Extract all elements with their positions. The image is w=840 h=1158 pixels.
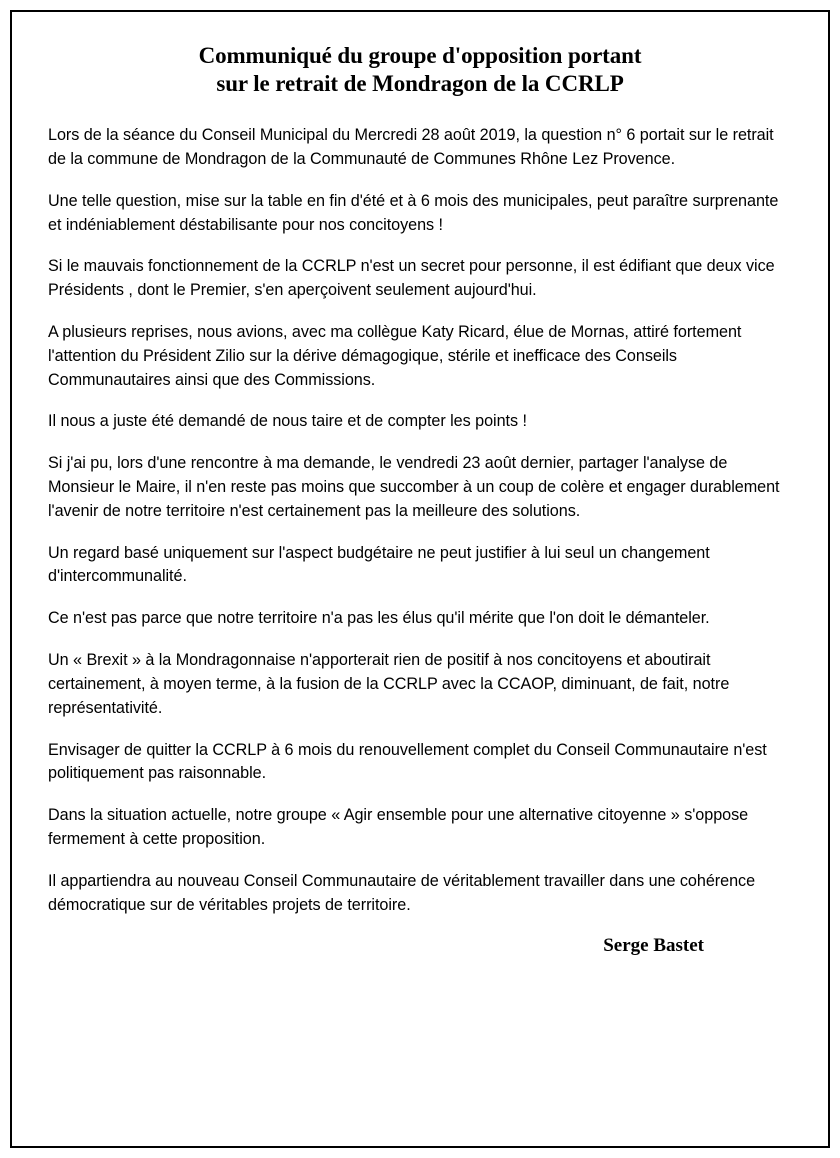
paragraph: Il appartiendra au nouveau Conseil Communautaire de véritablement travailler dans une cohérence démocratique sur de véritables projets de territoire. — [48, 871, 756, 914]
paragraph: Lors de la séance du Conseil Municipal du Mercredi 28 août 2019, la question n° 6 portait sur le retrait de la commune de Mondragon de la Communauté de Communes Rhône Lez Provence. — [48, 126, 774, 168]
page-title-line-1: Communiqué du groupe d'opposition portant — [198, 43, 642, 68]
paragraph: Envisager de quitter la CCRLP à 6 mois du renouvellement complet du Conseil Communautaire n'est politiquement pas raisonnable. — [48, 740, 767, 783]
paragraph: Dans la situation actuelle, notre groupe « Agir ensemble pour une alternative citoyenne » s'oppose fermement à cette proposition. — [48, 806, 749, 848]
paragraph: Il nous a juste été demandé de nous taire et de compter les points ! — [48, 412, 527, 431]
document-body — [48, 124, 792, 917]
page-title — [48, 42, 792, 98]
paragraph: Une telle question, mise sur la table en fin d'été et à 6 mois des municipales, peut paraître surprenante et indéniablement déstabilisante pour nos concitoyens ! — [48, 191, 779, 234]
paragraph: A plusieurs reprises, nous avions, avec ma collègue Katy Ricard, élue de Mornas, attiré fortement l'attention du Président Zilio sur la dérive démagogique, stérile et inefficace des Conseils Communautaires ainsi que des Commissions. — [48, 322, 742, 389]
paragraph: Si j'ai pu, lors d'une rencontre à ma demande, le vendredi 23 août dernier, partager l'analyse de Monsieur le Maire, il n'en reste pas moins que succomber à un coup de colère et engager durablement l'avenir de notre territoire n'est certainement pas la meilleure des solutions. — [48, 454, 780, 520]
signature: Serge Bastet — [603, 935, 704, 957]
paragraph: Si le mauvais fonctionnement de la CCRLP n'est un secret pour personne, il est édifiant que deux vice Présidents , dont le Premier, s'en aperçoivent seulement aujourd'hui. — [48, 257, 775, 300]
page-title-line-2: sur le retrait de Mondragon de la CCRLP — [216, 71, 624, 97]
paragraph: Ce n'est pas parce que notre territoire n'a pas les élus qu'il mérite que l'on doit le démanteler. — [48, 609, 710, 628]
paragraph: Un regard basé uniquement sur l'aspect budgétaire ne peut justifier à lui seul un changement d'intercommunalité. — [48, 543, 710, 586]
document-sheet — [10, 10, 830, 1148]
paragraph: Un « Brexit » à la Mondragonnaise n'apporterait rien de positif à nos concitoyens et aboutirait certainement, à moyen terme, à la fusion de la CCRLP avec la CCAOP, diminuant, de fait, notre représentativité. — [48, 651, 730, 717]
